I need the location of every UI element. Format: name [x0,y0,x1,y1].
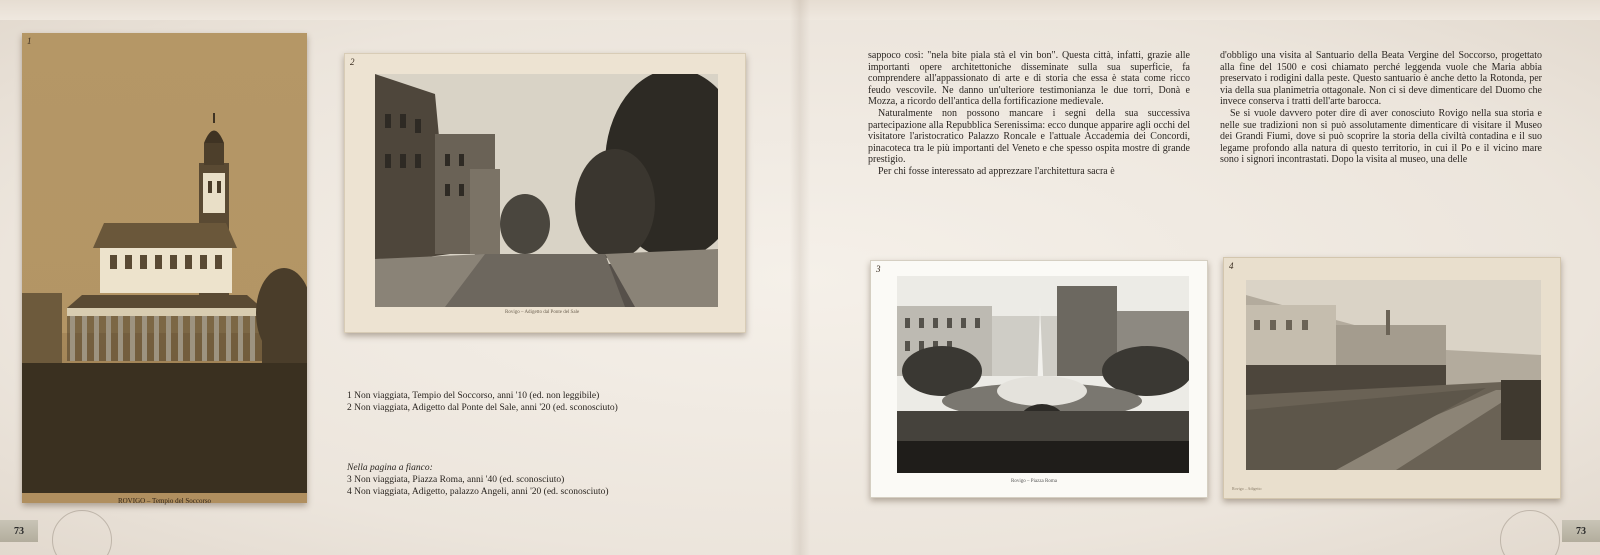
postcard-number: 4 [1229,261,1234,271]
book-gutter [790,0,810,555]
paragraph: Per chi fosse interessato ad apprezzare l'architettura sacra è [878,165,1115,177]
postcard-1-tempio-soccorso [22,33,307,503]
postcard-4-adigetto-angeli [1223,257,1561,499]
postcard-number: 3 [876,264,881,274]
paragraph: d'obbligo una visita al Santuario della Beata Vergine del Soccorso, progettato alla fine del 1500 e così chiamato perché leggenda vuole che Maria abbia preservato i rodigini dalla peste. Questo santuario è anche detto la Rotonda, per via della sua planimetria ottagonale. Non ci si deve dimenticare del Duomo che invece conserva i tratti dell'arte barocca. [1220,50,1542,108]
postcard-caption: Rovigo – Piazza Roma [1011,479,1057,484]
paragraph: Se si vuole davvero poter dire di aver conosciuto Rovigo nella sua storia e nelle sue tradizioni non si può assolutamente dimenticare di visitare il Museo dei Grandi Fiumi, dove si può scoprire la storia della civiltà contadina e il suo legame profondo alla natura di questo territorio, in cui il Po e il vicino mare sono i signori incontrastati. Dopo la visita al museo, una delle [1220,107,1542,166]
captions-left [347,390,747,414]
tempio-illustration [22,33,307,493]
page-number-left: 73 [0,520,38,542]
page-number-right: 73 [1562,520,1600,542]
text-column-1 [868,50,1190,178]
postcard-caption: Rovigo – Adigetto [1232,486,1262,491]
facing-heading: Nella pagina a fianco: [347,463,433,473]
captions-facing [347,462,747,498]
caption-1: 1 Non viaggiata, Tempio del Soccorso, anni '10 (ed. non leggibile) [347,391,600,401]
text-column-2 [1220,50,1542,166]
postcard-2-adigetto [344,53,746,333]
piazza-roma-photo [897,276,1189,473]
postcard-caption: Rovigo – Adigetto dal Ponte del Sale [505,310,580,315]
palazzo-angeli-photo [1246,280,1541,470]
postcard-number: 1 [27,36,32,46]
paragraph: Naturalmente non possono mancare i segni della sua successiva partecipazione alla Repubblica Serenissima: ecco dunque apparire agli occhi del visitatore l'aristocratico Palazzo Roncale e l'attuale Accademia dei Concordi, pinacoteca tra le più importanti del Veneto e che spesso ospita mostre di grande prestigio. [868,107,1190,166]
adigetto-photo [375,74,718,307]
paragraph: sappoco così: "nela bite piala stà el vin bon". Questa città, infatti, grazie alle importanti opere architettoniche disseminate sulla sua superficie, fa comprendere all'appassionato di arte e di storia che essa è stata come ricco feudo vescovile. Ne danno un'ulteriore testimonianza le due torri, Donà e Mozza, a ricordo dell'antica della fortificazione medievale. [868,50,1190,108]
caption-4: 4 Non viaggiata, Adigetto, palazzo Angeli, anni '20 (ed. sconosciuto) [347,487,609,497]
caption-2: 2 Non viaggiata, Adigetto dal Ponte del Sale, anni '20 (ed. sconosciuto) [347,403,618,413]
caption-3: 3 Non viaggiata, Piazza Roma, anni '40 (ed. sconosciuto) [347,475,565,485]
postcard-caption: ROVIGO – Tempio del Soccorso [117,497,212,505]
postcard-3-piazza-roma [870,260,1208,498]
postcard-number: 2 [350,57,355,67]
